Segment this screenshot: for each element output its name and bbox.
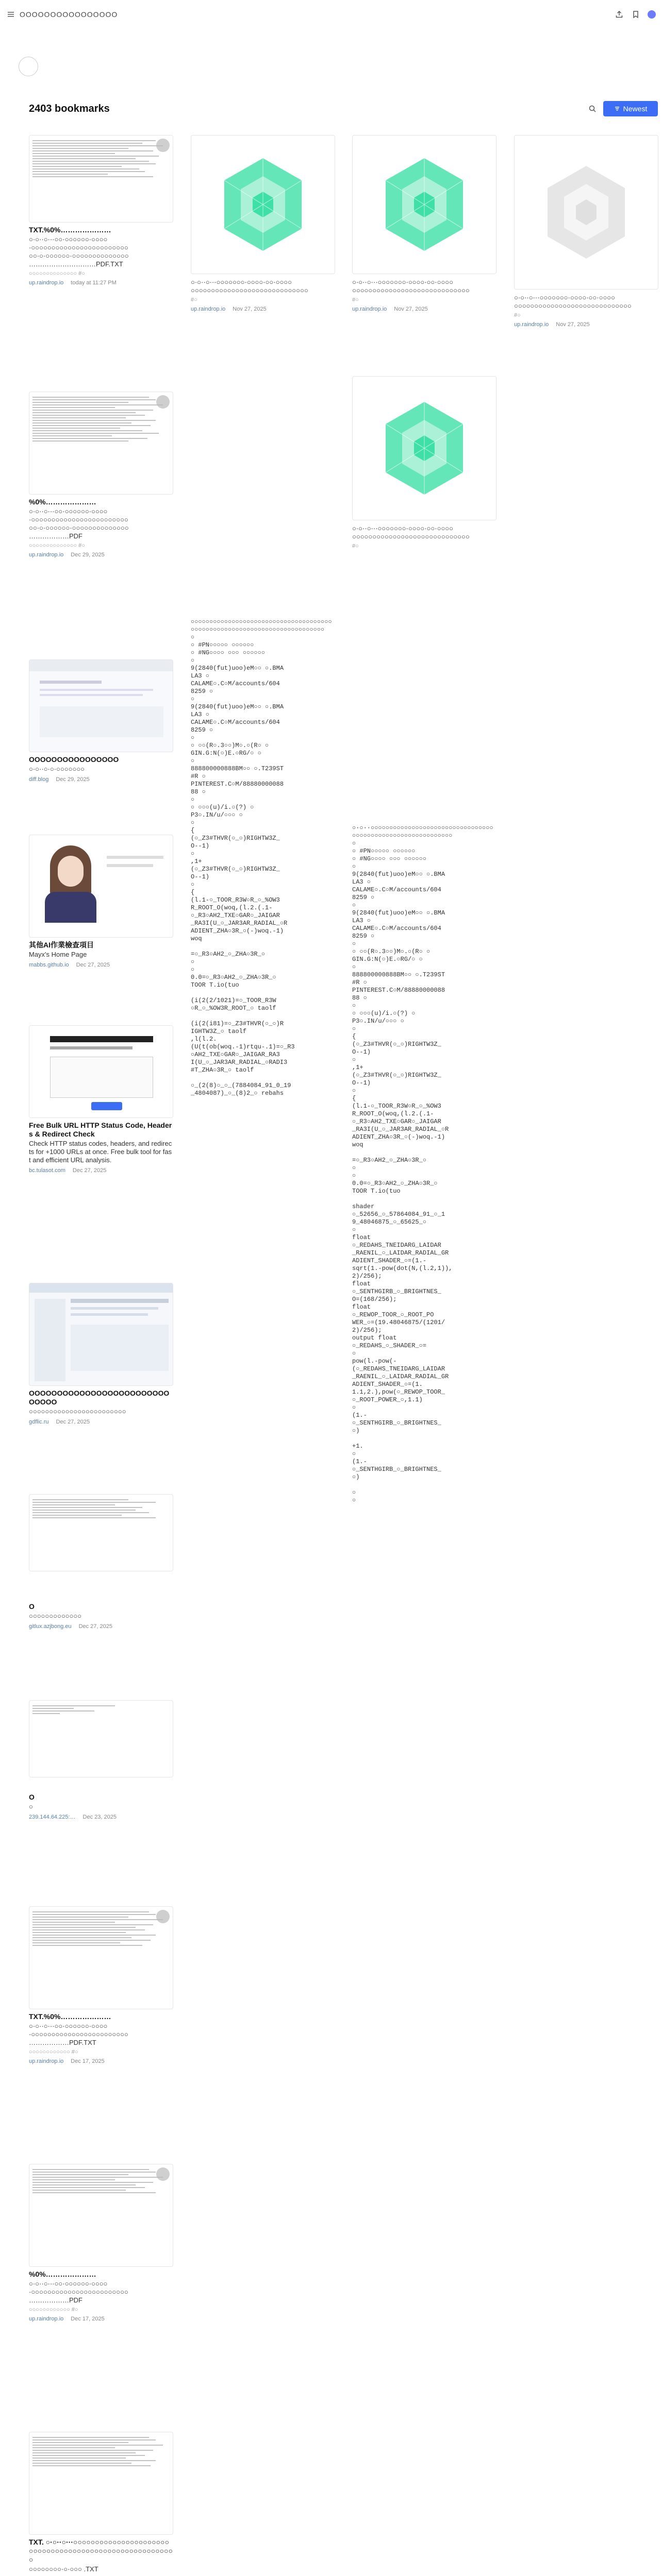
card-domain: up.raindrop.io xyxy=(514,321,549,328)
card-description: ○○○○○○○○○○○○○○○○○○○○○○○○ xyxy=(29,1408,126,1415)
bookmark-count: 2403 bookmarks xyxy=(29,103,110,114)
card-thumbnail xyxy=(29,1906,173,2009)
app-title: OOOOOOOOOOOOOOOO xyxy=(20,10,118,19)
card-thumbnail xyxy=(352,376,496,520)
sort-button[interactable] xyxy=(603,101,658,116)
card-description: ○·○··○···○○·○○○○○○·○○○○ ·○○○○○○○○○○○○○○○○○○○○○○○○ ………………PDF.TXT xyxy=(29,2022,128,2046)
code-snippet-card[interactable] xyxy=(352,824,496,2576)
bookmark-card[interactable] xyxy=(191,135,335,312)
card-domain: up.raindrop.io xyxy=(352,306,387,312)
card-tags: #○ xyxy=(352,543,359,549)
card-title: O xyxy=(29,1602,35,1611)
card-tags: ○○○○○○○○○○○○ #○ xyxy=(29,2307,78,2313)
card-domain: 239.144.64.225:… xyxy=(29,1814,76,1820)
top-bar xyxy=(0,0,662,29)
card-thumbnail xyxy=(29,1283,173,1386)
card-domain: bc.tulasot.com xyxy=(29,1167,65,1174)
code-snippet: ○·○··○○○○○○○○○○○○○○○○○○○○○○○○○○○○○○○○○○○○○○○○○○○○○○○○○○○○○○○○○○○○ ○ ○ #PN○○○○○ ○○○○○○ ○ #NG○○○○ ○○○ ○○○○○○ ○ 9(2840(fut)uoo)eM○○ ○.BMA LA3 ○ CALAME○.C○M/accounts/604 8259 ○ ○ 9(2840(fut)uoo)eM○○ ○.BMA LA3 ○ CALAME○.C○M/accounts/604 8259 ○ ○ ○ ○○(R○.3○○)M○.○(R○ ○ GIN.G:N(○)E.○RG/○ ○ ○ 888800000888BM○○ ○.T239ST #R ○ PINTEREST.C○M/88880000088 88 ○ ○ ○ ○○○(u)/i.○(?) ○ P3○.IN/u/○○○ ○ ○ { (○_Z3#THVR(○_○)RIGHTW3Z_ O--1) ○ ,1+ (○_Z3#THVR(○_○)RIGHTW3Z_ O--1) ○ { (l.1-○_TOOR_R3W○R_○_%OW3 R_ROOT_O(woq,(l.2.(.1- ○_R3○AH2_TXE○GAR○_JAIGAR _RA3I(U_○_JAR3AR_RADIAL_○R ADIENT_ZHA○3R_○(-)woq.-1) woq =○_R3○AH2_○_ZHA○3R_○ ○ ○ 0.0=○_R3○AH2_○_ZHA○3R_○ TOOR T.io(tuo shader ○_52656_○_57864084_91_○_1 9_48046875_○_65625_○ ○ float ○_REDAHS_TNEIDARG_LAIDAR _RAENIL_○_LAIDAR_RADIAL_GR ADIENT_SHADER_○=(1.- sqrt(1.-pow(dot(N,(l.2,1)), 2)/256); float ○_SENTHGIRB_○_BRIGHTNES_ O=(168/256); float ○_REWOP_TOOR_○_ROOT_PO WER_○=(19.48046875/(1201/ 2)/256); output float ○_REDAHS_○_SHADER_○= ○ pow(l.-pow(- (○_REDAHS_TNEIDARG_LAIDAR _RAENIL_○_LAIDAR_RADIAL_GR ADIENT_SHADER_○=(1. 1.1,2.),pow(○_REWOP_TOOR_ ○_ROOT_POWER_○,1.1) ○ (1.- ○_SENTHGIRB_○_BRIGHTNES_ ○) +1. ○ (1.- ○_SENTHGIRB_○_BRIGHTNES_ ○) ○ ○ xyxy=(352,824,493,1504)
code-snippet: ○○○○○○○○○○○○○○○○○○○○○○○○○○○○○○○○○○○○○○○○○○○○○○○○○○○○○○○○○○○○○○○○○○○○○○○○○○ ○ ○ #PN○○○○○ ○○○○○○ ○ #NG○○○○ ○○○ ○○○○○○ ○ 9(2840(fut)uoo)eM○○ ○.BMA LA3 ○ CALAME○.C○M/accounts/604 8259 ○ ○ 9(2840(fut)uoo)eM○○ ○.BMA LA3 ○ CALAME○.C○M/accounts/604 8259 ○ ○ ○ ○○(R○.3○○)M○.○(R○ ○ GIN.G:N(○)E.○RG/○ ○ ○ 888800000888BM○○ ○.T239ST #R ○ PINTEREST.C○M/88880000088 88 ○ ○ ○ ○○○(u)/i.○(?) ○ P3○.IN/u/○○○ ○ ○ { (○_Z3#THVR(○_○)RIGHTW3Z_ O--1) ○ ,1+ (○_Z3#THVR(○_○)RIGHTW3Z_ O--1) ○ { (l.1-○_TOOR_R3W○R_○_%OW3 R_ROOT_O(woq,(l.2.(.1- ○_R3○AH2_TXE○GAR○_JAIGAR _RA3I(U_○_JAR3AR_RADIAL_○R ADIENT_ZHA○3R_○(-)woq.-1) woq =○_R3○AH2_○_ZHA○3R_○ ○ ○ 0.0=○_R3○AH2_○_ZHA○3R_○ TOOR T.io(tuo (i(2(2/1021)=○_TOOR_R3W ○R_○_%OW3R_ROOT_○ taolf (i(2(i81)=○_Z3#THVR(○_○)R IGHTW3Z_○ taolf ,l(l.2. (U(t(ob(woq.-1)rtqu-.1)=○_R3 ○AH2_TXE○GAR○_JAIGAR_RA3 I(U_○_JAR3AR_RADIAL_○RADI3 #T_ZHA○3R_○ taolf ○_(2(8)○_○_(7884084_91_0_19 _4804087)_○_(8)2_○ rebahs xyxy=(191,618,332,1097)
card-date: Nov 27, 2025 xyxy=(394,306,428,312)
card-title: OOOOOOOOOOOOOOOOOOOOOOOOOOOOOO xyxy=(29,1389,170,1406)
card-title: %0%………………… xyxy=(29,2270,96,2278)
card-date: Nov 27, 2025 xyxy=(233,306,267,312)
card-title: 其他AI作業檢查項目 xyxy=(29,941,94,949)
hex-pattern-image xyxy=(380,399,468,497)
card-date: Dec 17, 2025 xyxy=(71,2316,105,2322)
card-domain: mabbs.github.io xyxy=(29,962,69,968)
bookmark-card[interactable] xyxy=(29,2164,173,2322)
card-description: Check HTTP status codes, headers, and redirects for +1000 URLs at once. Free bulk tool for fast and efficient URL analysis. xyxy=(29,1140,172,1164)
card-date: Dec 29, 2025 xyxy=(56,776,90,783)
card-title: Free Bulk URL HTTP Status Code, Headers & Redirect Check xyxy=(29,1121,172,1138)
bookmark-icon[interactable] xyxy=(631,10,640,19)
card-title: OOOOOOOOOOOOOOOO xyxy=(29,755,119,764)
card-domain: up.raindrop.io xyxy=(29,280,64,286)
card-description: ○·○··○···○○○○○○○·○○○○·○○·○○○○ ○○○○○○○○○○○○○○○○○○○○○○○○○○○○○ xyxy=(352,524,470,540)
sort-icon xyxy=(614,106,620,112)
card-thumbnail xyxy=(29,2164,173,2267)
collection-icon[interactable] xyxy=(19,57,38,76)
avatar-icon[interactable] xyxy=(648,10,656,19)
card-tags: #○ xyxy=(191,297,197,303)
hex-pattern-image xyxy=(219,156,307,253)
card-date: Dec 27, 2025 xyxy=(56,1419,90,1425)
hex-pattern-image xyxy=(542,163,630,261)
menu-icon[interactable] xyxy=(6,10,15,19)
card-description: ○·○··○···○○·○○○○○○·○○○○ ·○○○○○○○○○○○○○○○○○○○○○○○○ ………………PDF xyxy=(29,2280,128,2304)
bookmark-card[interactable] xyxy=(352,135,496,312)
card-date: Dec 27, 2025 xyxy=(78,1623,112,1630)
card-thumbnail xyxy=(29,1700,173,1777)
card-thumbnail xyxy=(29,1025,173,1118)
upload-icon[interactable] xyxy=(615,10,624,19)
card-description: ○·○··○···○○○○○○○·○○○○·○○·○○○○ ○○○○○○○○○○○○○○○○○○○○○○○○○○○○○ xyxy=(352,278,470,294)
card-domain: gdflic.ru xyxy=(29,1419,49,1425)
card-domain: diff.blog xyxy=(29,776,49,783)
card-date: Dec 29, 2025 xyxy=(71,552,105,558)
card-title: TXT.%0%………………… xyxy=(29,226,111,234)
card-description: ○·○··○···○○·○○○○○○·○○○○ ·○○○○○○○○○○○○○○○○○○○○○○○○ ○○·○·○○○○○○·○○○○○○○○○○○○○○ …………………………PDF.TXT xyxy=(29,235,129,268)
code-snippet-card[interactable] xyxy=(191,618,335,2576)
bookmark-card[interactable] xyxy=(29,1283,173,1425)
card-description: ○○○○○○○○·○·○○○ .TXT xyxy=(29,2565,98,2573)
card-thumbnail xyxy=(514,135,658,290)
card-tags: ○○○○○○○○○○○○○○ #○ xyxy=(29,270,85,277)
card-thumbnail xyxy=(29,1494,173,1571)
card-thumbnail xyxy=(29,392,173,495)
bookmark-card[interactable] xyxy=(29,1700,173,1820)
card-date: today at 11:27 PM xyxy=(71,280,117,286)
card-title: TXT. ○·○··○···○○○○○○○○○○○○○○○○○○○○○○○○○○○○○○○○○○○○○○○○○○○○○○○○○○○○○○○○ xyxy=(29,2538,173,2564)
card-tags: #○ xyxy=(514,312,521,318)
card-description: ○·○··○···○○○○○○○·○○○○·○○·○○○○ ○○○○○○○○○○○○○○○○○○○○○○○○○○○○○ xyxy=(514,294,632,310)
card-tags: #○ xyxy=(352,297,359,303)
search-icon[interactable] xyxy=(588,104,597,113)
card-thumbnail xyxy=(29,659,173,752)
hex-pattern-image xyxy=(380,156,468,253)
card-domain: gitlux.azjbong.eu xyxy=(29,1623,72,1630)
bookmark-card[interactable] xyxy=(29,1025,173,1174)
card-description: ○ xyxy=(29,1803,33,1810)
card-description: Mayx's Home Page xyxy=(29,951,87,958)
card-title: O xyxy=(29,1793,35,1801)
card-description: ○○○○○○○○○○○○○ xyxy=(29,1612,82,1620)
card-description: ○·○··○···○○○○○○○·○○○○·○○·○○○○ ○○○○○○○○○○○○○○○○○○○○○○○○○○○○○ xyxy=(191,278,308,294)
card-description: ○·○··○···○○·○○○○○○·○○○○ ·○○○○○○○○○○○○○○○○○○○○○○○○ ○○·○·○○○○○○·○○○○○○○○○○○○○○ ………………PDF xyxy=(29,507,129,540)
bookmark-card[interactable] xyxy=(352,376,496,549)
card-tags: ○○○○○○○○○○○○○○ #○ xyxy=(29,543,85,549)
bookmark-card[interactable] xyxy=(29,835,173,968)
card-domain: up.raindrop.io xyxy=(191,306,226,312)
card-thumbnail xyxy=(29,2432,173,2535)
card-domain: up.raindrop.io xyxy=(29,2316,64,2322)
bookmark-card[interactable] xyxy=(29,1906,173,2064)
card-description: ○·○··○·○·○○○○○○○ xyxy=(29,765,85,773)
card-thumbnail xyxy=(352,135,496,274)
bookmark-card[interactable] xyxy=(514,135,658,328)
bookmark-card[interactable] xyxy=(29,1494,173,1630)
card-date: Dec 23, 2025 xyxy=(82,1814,117,1820)
card-date: Dec 17, 2025 xyxy=(71,2058,105,2064)
bookmark-card[interactable] xyxy=(29,135,173,286)
card-tags: ○○○○○○○○○○○○ #○ xyxy=(29,2049,78,2055)
card-date: Dec 27, 2025 xyxy=(76,962,110,968)
card-domain: up.raindrop.io xyxy=(29,552,64,558)
card-title: TXT.%0%………………… xyxy=(29,2012,111,2021)
card-thumbnail xyxy=(29,135,173,223)
bookmark-card[interactable] xyxy=(29,659,173,783)
card-thumbnail xyxy=(29,835,173,938)
card-date: Nov 27, 2025 xyxy=(556,321,590,328)
sort-label: Newest xyxy=(623,105,648,113)
card-date: Dec 27, 2025 xyxy=(72,1167,107,1174)
bookmark-card[interactable] xyxy=(29,392,173,558)
card-thumbnail xyxy=(191,135,335,274)
card-domain: up.raindrop.io xyxy=(29,2058,64,2064)
card-title: %0%………………… xyxy=(29,498,96,506)
bookmark-card[interactable] xyxy=(29,2432,173,2576)
